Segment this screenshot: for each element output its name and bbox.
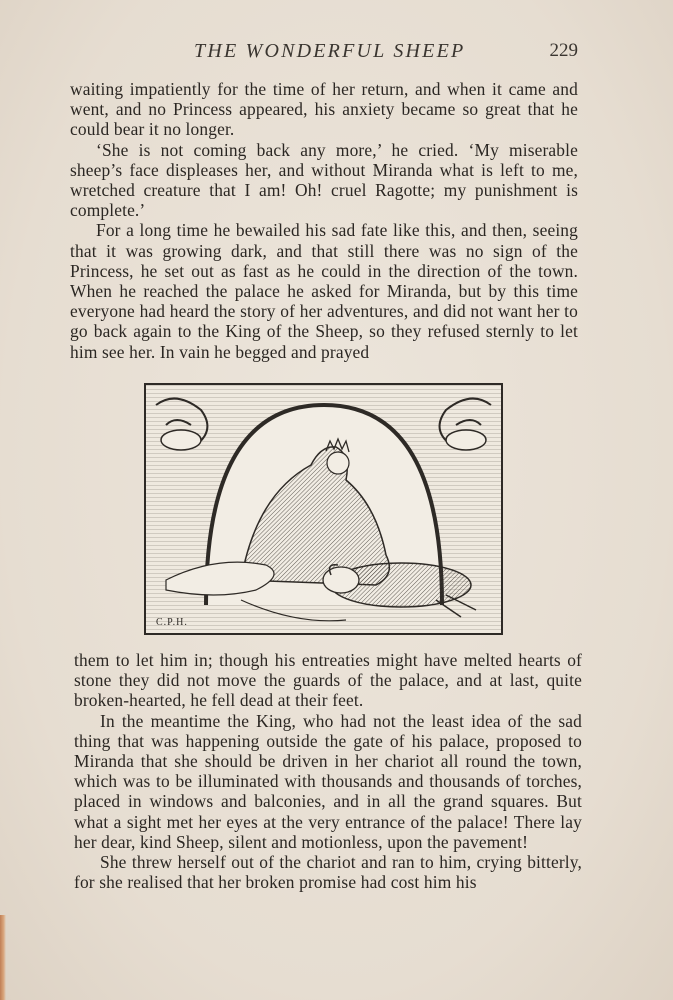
engraving-icon <box>146 385 501 633</box>
page-header <box>70 40 578 66</box>
page-edge-stain <box>0 915 6 1000</box>
running-title: THE WONDERFUL SHEEP <box>194 40 466 62</box>
paragraph: She threw herself out of the chariot and ran to him, crying bitterly, for she realised that her broken promise had cost him his <box>74 852 582 893</box>
illustrator-signature: C.P.H. <box>156 617 188 628</box>
paragraph: them to let him in; though his entreaties might have melted hearts of stone they did not move the guards of the palace, and at last, quite broken-hearted, he fell dead at their feet. <box>74 650 582 711</box>
paragraph: ‘She is not coming back any more,’ he cried. ‘My miserable sheep’s face displeases her, and without Miranda what is left to me, wretched creature that I am! Oh! cruel Ragotte; my punishment is complete.’ <box>70 139 578 221</box>
page-number: 229 <box>549 40 578 61</box>
text-block-bottom <box>74 650 582 892</box>
illustration-princess-and-sheep <box>144 383 503 635</box>
paragraph: For a long time he bewailed his sad fate like this, and then, seeing that it was growing dark, and that still there was no sign of the Princess, he set out as fast as he could in the direction of the town. When he reached the palace he asked for Miranda, but by this time everyone had heard the story of her adventures, and did not want her to go back again to the King of the Sheep, so they refused sternly to let him see her. In vain he begged and prayed <box>70 220 578 362</box>
text-block-top <box>70 79 578 362</box>
paragraph: In the meantime the King, who had not the least idea of the sad thing that was happening outside the gate of his palace, proposed to Miranda that she should be driven in her chariot all round the town, which was to be illuminated with thousands and thousands of torches, placed in windows and balconies, and in all the grand squares. But what a sight met her eyes at the very entrance of the palace! There lay her dear, kind Sheep, silent and motionless, upon the pavement! <box>74 710 582 852</box>
paragraph: waiting impatiently for the time of her return, and when it came and went, and no Princess appeared, his anxiety became so great that he could bear it no longer. <box>70 79 578 140</box>
